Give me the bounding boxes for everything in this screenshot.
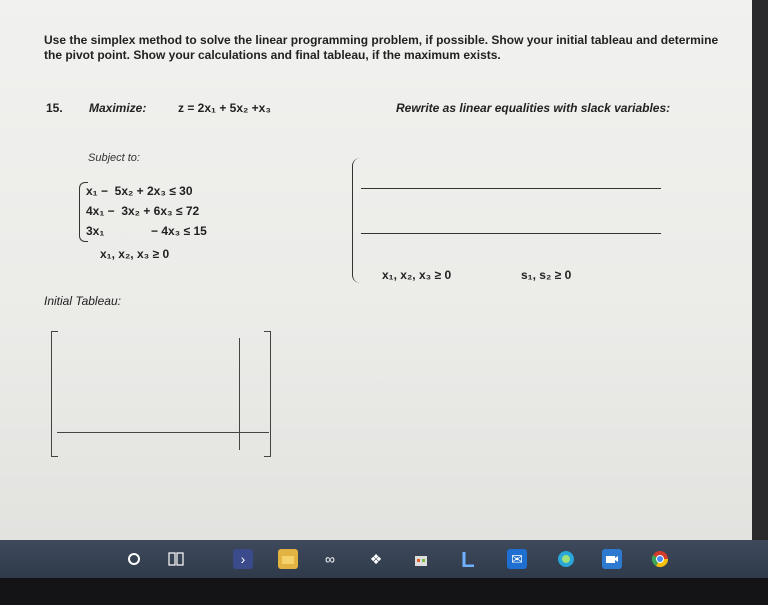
screen-bottom-bezel: [0, 578, 768, 605]
rewrite-label: Rewrite as linear equalities with slack variables:: [396, 101, 671, 115]
mail-icon[interactable]: ✉: [507, 549, 527, 569]
camera-icon[interactable]: [602, 549, 622, 569]
store-icon[interactable]: [411, 549, 431, 569]
infinity-icon[interactable]: ∞: [325, 551, 335, 567]
equalities-brace: [352, 158, 361, 283]
nonnegativity-constraint: x₁, x₂, x₃ ≥ 0: [100, 247, 170, 261]
slack-nonnegativity-x: x₁, x₂, x₃ ≥ 0: [382, 268, 452, 282]
screen-bezel: [752, 0, 768, 540]
constraint-2: 4x₁ − 3x₂ + 6x₃ ≤ 72: [86, 204, 200, 218]
tableau-divider-vertical: [239, 338, 240, 450]
constraint-1: x₁ − 5x₂ + 2x₃ ≤ 30: [86, 184, 193, 198]
maximize-label: Maximize:: [89, 101, 147, 115]
tableau-left-bracket: [51, 331, 58, 457]
terminal-icon[interactable]: ›: [233, 549, 253, 569]
edge-icon[interactable]: [556, 549, 576, 569]
tableau-divider-horizontal: [57, 432, 269, 433]
file-explorer-icon[interactable]: [278, 549, 298, 569]
tableau-right-bracket: [264, 331, 271, 457]
task-view-icon[interactable]: [166, 549, 186, 569]
initial-tableau-label: Initial Tableau:: [44, 294, 121, 308]
app-icon[interactable]: [459, 549, 479, 569]
chrome-icon[interactable]: [650, 549, 670, 569]
equality-answer-line-1: [361, 188, 661, 189]
dropbox-icon[interactable]: ❖: [369, 550, 383, 567]
search-icon[interactable]: [124, 549, 144, 569]
equality-answer-line-2: [361, 233, 661, 234]
slack-nonnegativity-s: s₁, s₂ ≥ 0: [521, 268, 572, 282]
instructions-text: Use the simplex method to solve the linear programming problem, if possible. Show your initial tableau and determine the pivot point. Show your calculations and final tableau, if the maximum exists.: [44, 33, 719, 62]
subject-to-label: Subject to:: [88, 152, 140, 164]
constraints-block: [86, 181, 207, 241]
constraint-3: 3x₁ − 4x₃ ≤ 15: [86, 224, 207, 238]
problem-number: 15.: [46, 101, 63, 115]
objective-function: z = 2x₁ + 5x₂ +x₃: [178, 101, 271, 115]
